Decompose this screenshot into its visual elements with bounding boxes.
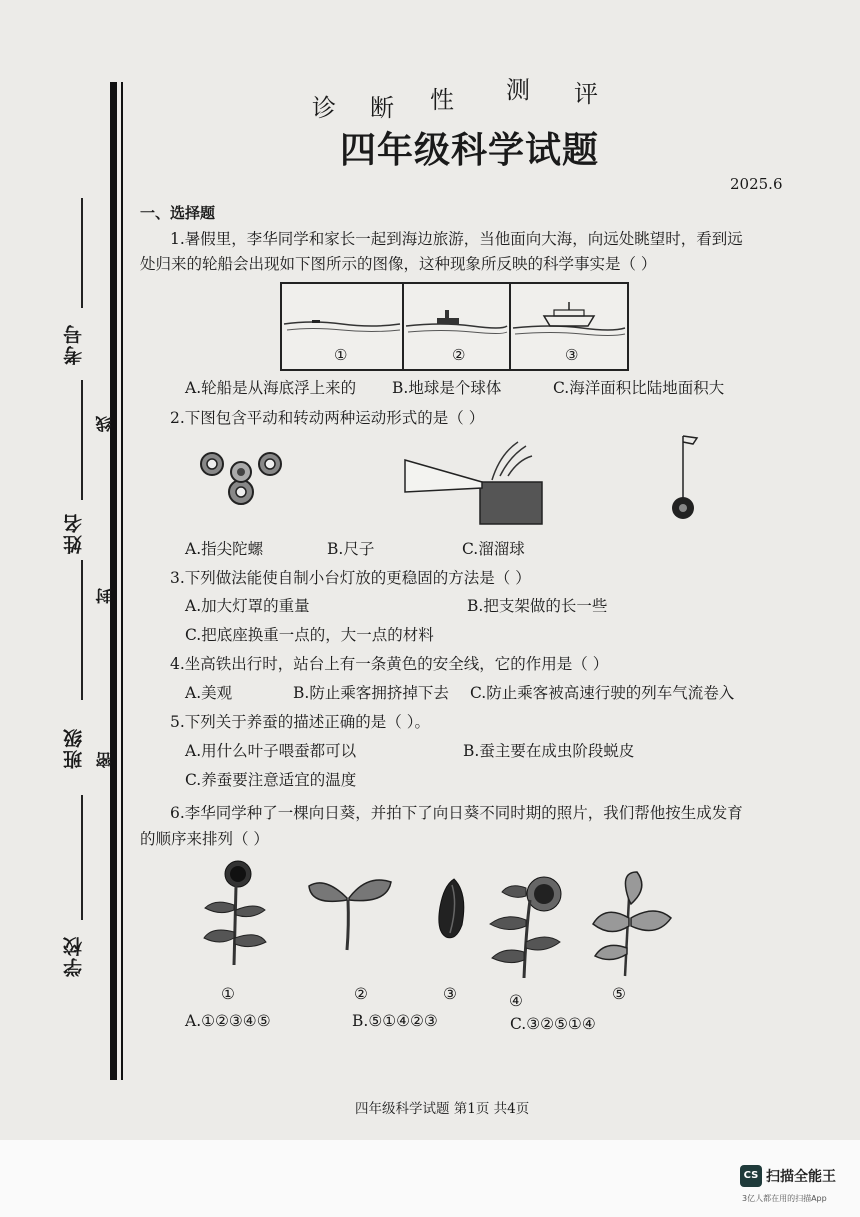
q5-option-b: B.蚕主要在成虫阶段蜕皮 xyxy=(463,742,635,760)
school-label: 学校 xyxy=(63,935,85,977)
header-char: 评 xyxy=(574,80,598,108)
binding-line-thin xyxy=(121,82,123,1080)
fig-label: ② xyxy=(452,346,466,364)
q2-stem: 2.下图包含平动和转动两种运动形式的是（ ） xyxy=(170,409,485,427)
q1-option-b: B.地球是个球体 xyxy=(392,379,502,397)
young-plant-illustration xyxy=(585,868,675,978)
camscanner-logo-icon: CS xyxy=(740,1165,762,1187)
q1-figure xyxy=(280,282,629,371)
q3-option-a: A.加大灯罩的重量 xyxy=(185,597,310,615)
q2-option-a: A.指尖陀螺 xyxy=(185,540,264,558)
name-blank xyxy=(81,380,83,500)
q5-option-c: C.养蚕要注意适宜的温度 xyxy=(185,771,357,789)
q1-stem-line2: 处归来的轮船会出现如下图所示的图像，这种现象所反映的科学事实是（ ） xyxy=(140,255,657,273)
q6-fig-label: ② xyxy=(354,985,368,1003)
q3-option-c: C.把底座换重一点的，大一点的材料 xyxy=(185,626,434,644)
brand-tagline: 3亿人都在用的扫描App xyxy=(742,1194,827,1203)
q6-option-c: C.③②⑤①④ xyxy=(510,1015,596,1033)
q2-option-b: B.尺子 xyxy=(327,540,375,558)
q2-option-c: C.溜溜球 xyxy=(462,540,525,558)
q6-fig-label: ④ xyxy=(509,992,523,1010)
fig-label: ③ xyxy=(565,346,579,364)
q1-option-a: A.轮船是从海底浮上来的 xyxy=(185,379,357,397)
seal-mark-seal: 封 xyxy=(95,588,114,604)
header-char: 断 xyxy=(370,94,394,122)
q6-fig-label: ③ xyxy=(443,985,457,1003)
fidget-spinner-illustration xyxy=(198,450,288,510)
class-blank xyxy=(81,560,83,700)
brand-name: 扫描全能王 xyxy=(766,1169,836,1185)
page-footer: 四年级科学试题 第1页 共4页 xyxy=(355,1101,530,1117)
q3-stem: 3.下列做法能使自制小台灯放的更稳固的方法是（ ） xyxy=(170,569,531,587)
q1-stem-line1: 1.暑假里，李华同学和家长一起到海边旅游，当他面向大海，向远处眺望时，看到远 xyxy=(170,230,743,248)
q4-option-a: A.美观 xyxy=(185,684,233,702)
q6-fig-label: ① xyxy=(221,985,235,1003)
exam-number-label: 考号 xyxy=(63,323,85,365)
seal-mark-line: 线 xyxy=(95,416,114,432)
seedling-illustration xyxy=(305,870,395,955)
name-label: 姓名 xyxy=(63,512,85,554)
q1-option-c: C.海洋面积比陆地面积大 xyxy=(553,379,725,397)
ruler-on-table-illustration xyxy=(400,432,545,527)
section-title: 一、选择题 xyxy=(140,204,216,222)
q6-stem-line2: 的顺序来排列（ ） xyxy=(140,830,269,848)
page-title: 四年级科学试题 xyxy=(340,130,600,171)
header-char: 测 xyxy=(506,76,530,104)
scan-margin xyxy=(0,1140,860,1217)
q6-option-b: B.⑤①④②③ xyxy=(352,1012,438,1030)
sunflower-budding-illustration xyxy=(200,860,270,970)
seal-mark-secret: 密 xyxy=(95,752,114,768)
seed-illustration xyxy=(432,875,472,945)
q6-fig-label: ⑤ xyxy=(612,985,626,1003)
q5-stem: 5.下列关于养蚕的描述正确的是（ ）。 xyxy=(170,713,430,731)
q4-stem: 4.坐高铁出行时，站台上有一条黄色的安全线，它的作用是（ ） xyxy=(170,655,609,673)
binding-line-thick xyxy=(110,82,117,1080)
q6-stem-line1: 6.李华同学种了一棵向日葵，并拍下了向日葵不同时期的照片，我们帮他按生成发育 xyxy=(170,804,743,822)
q3-option-b: B.把支架做的长一些 xyxy=(467,597,608,615)
class-label: 班级 xyxy=(63,727,85,769)
exam-number-blank xyxy=(81,198,83,308)
q4-option-b: B.防止乘客拥挤掉下去 xyxy=(293,684,449,702)
q5-option-a: A.用什么叶子喂蚕都可以 xyxy=(185,742,357,760)
q4-option-c: C.防止乘客被高速行驶的列车气流卷入 xyxy=(470,684,735,702)
yoyo-illustration xyxy=(665,430,705,525)
exam-date: 2025.6 xyxy=(730,175,783,193)
q6-option-a: A.①②③④⑤ xyxy=(185,1012,271,1030)
header-char: 诊 xyxy=(312,94,336,122)
school-blank xyxy=(81,795,83,920)
header-char: 性 xyxy=(430,86,454,114)
fig-label: ① xyxy=(334,346,348,364)
sunflower-blooming-illustration xyxy=(486,870,576,980)
